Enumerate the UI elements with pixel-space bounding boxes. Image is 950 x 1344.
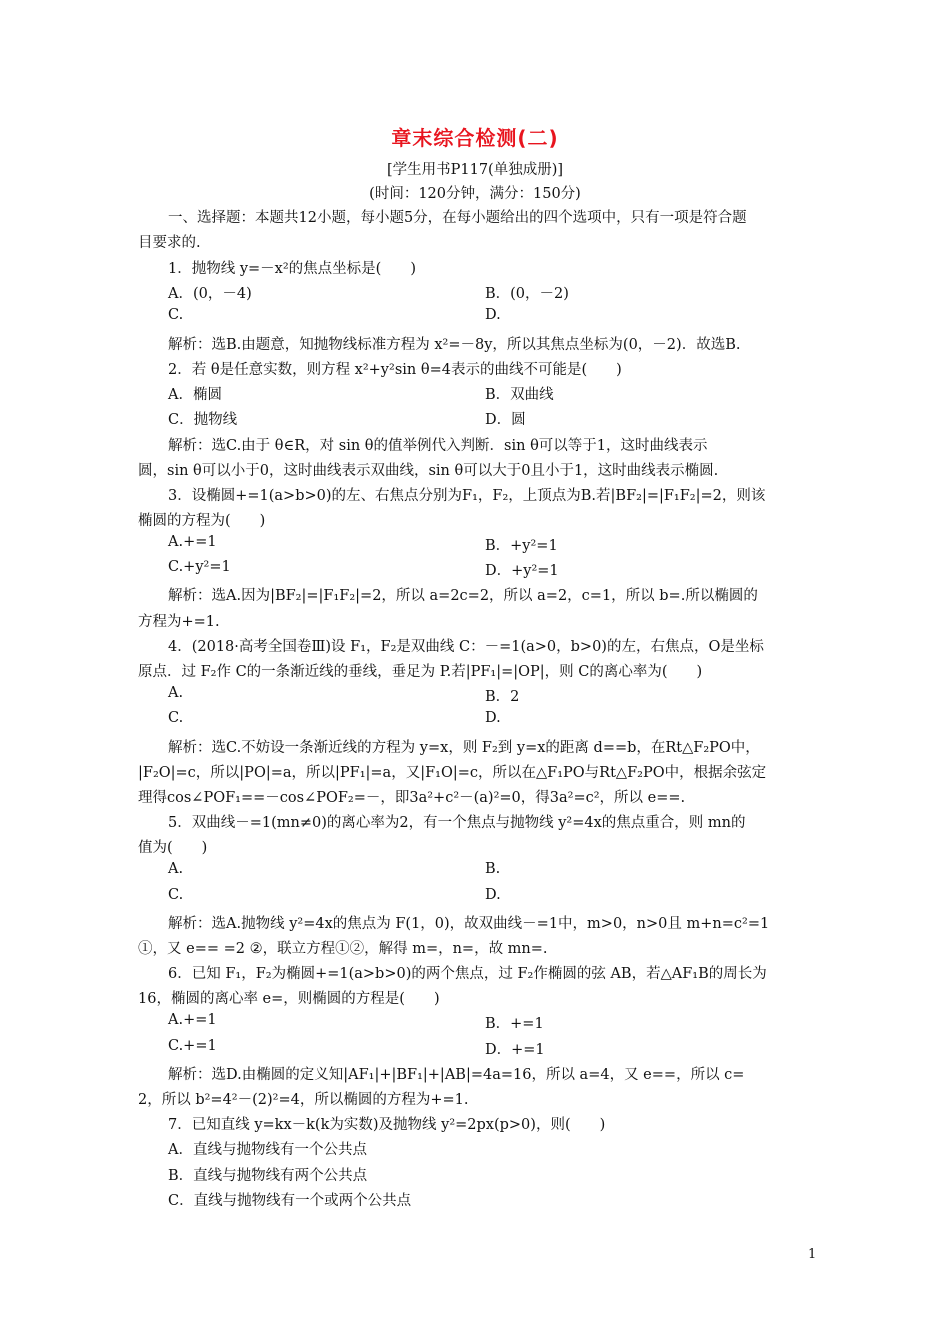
question-3-stem: 3．设椭圆+=1(a>b>0)的左、右焦点分别为F₁，F₂，上顶点为B.若|BF₂|=|F₁F₂|=2，则该: [168, 488, 766, 504]
q6-option-d: D．+=1: [485, 1042, 545, 1058]
q6-option-c: C.+=1: [168, 1038, 217, 1054]
q1-option-d: D.: [485, 307, 501, 323]
q7-option-a: A．直线与抛物线有一个公共点: [168, 1142, 367, 1158]
q3-option-c: C.+y²=1: [168, 559, 231, 575]
q1-analysis: 解析：选B.由题意，知抛物线标准方程为 x²=－8y，所以其焦点坐标为(0，－2)．故选B.: [168, 337, 741, 353]
q4-option-a: A.: [168, 685, 184, 701]
q2-option-a: A．椭圆: [168, 387, 222, 403]
question-6-stem-cont: 16，椭圆的离心率 e=，则椭圆的方程是( ): [138, 991, 440, 1007]
q6-analysis: 解析：选D.由椭圆的定义知|AF₁|+|BF₁|+|AB|=4a=16，所以 a=4，又 e==，所以 c=: [168, 1067, 745, 1083]
q3-option-d: D．+y²=1: [485, 563, 559, 579]
time-note: (时间：120分钟，满分：150分): [369, 186, 581, 202]
q3-analysis-cont: 方程为+=1.: [138, 614, 220, 630]
question-4-stem: 4．(2018·高考全国卷Ⅲ)设 F₁，F₂是双曲线 C：－=1(a>0，b>0)的左，右焦点，O是坐标: [168, 639, 764, 655]
section-intro: 一、选择题：本题共12小题，每小题5分，在每小题给出的四个选项中，只有一项是符合题: [168, 210, 747, 226]
subtitle: [学生用书P117(单独成册)]: [386, 162, 564, 178]
question-1-stem: 1．抛物线 y=－x²的焦点坐标是( ): [168, 261, 416, 277]
q5-option-d: D.: [485, 887, 501, 903]
q5-option-a: A.: [168, 861, 184, 877]
q7-option-b: B．直线与抛物线有两个公共点: [168, 1168, 368, 1184]
q5-option-c: C.: [168, 887, 184, 903]
q4-analysis-cont-2: 理得cos∠POF₁==－cos∠POF₂=－，即3a²+c²－(a)²=0，得3a²=c²，所以 e==.: [138, 790, 686, 806]
q1-option-c: C.: [168, 307, 184, 323]
q2-option-b: B．双曲线: [485, 387, 554, 403]
q5-analysis-cont: ①，又 e== =2 ②，联立方程①②，解得 m=，n=，故 mn=.: [138, 941, 548, 957]
question-5-stem-cont: 值为( ): [138, 840, 208, 856]
q7-option-c: C．直线与抛物线有一个或两个公共点: [168, 1193, 412, 1209]
question-2-stem: 2．若 θ是任意实数，则方程 x²+y²sin θ=4表示的曲线不可能是( ): [168, 362, 622, 378]
q1-option-b: B．(0，－2): [485, 286, 569, 302]
q6-option-b: B．+=1: [485, 1016, 544, 1032]
question-4-stem-cont: 原点．过 F₂作 C的一条渐近线的垂线，垂足为 P.若|PF₁|=|OP|，则 C的离心率为( ): [138, 664, 703, 680]
q2-option-c: C．抛物线: [168, 412, 238, 428]
question-3-stem-cont: 椭圆的方程为( ): [138, 513, 266, 529]
page-title: 章末综合检测(二): [391, 126, 559, 150]
q5-analysis: 解析：选A.抛物线 y²=4x的焦点为 F(1，0)，故双曲线－=1中，m>0，n>0且 m+n=c²=1: [168, 916, 770, 932]
q5-option-b: B.: [485, 861, 501, 877]
q2-analysis: 解析：选C.由于 θ∈R，对 sin θ的值举例代入判断．sin θ可以等于1，这时曲线表示: [168, 438, 708, 454]
question-5-stem: 5．双曲线－=1(mn≠0)的离心率为2，有一个焦点与抛物线 y²=4x的焦点重合，则 mn的: [168, 815, 746, 831]
question-6-stem: 6．已知 F₁，F₂为椭圆+=1(a>b>0)的两个焦点，过 F₂作椭圆的弦 AB，若△AF₁B的周长为: [168, 966, 767, 982]
q4-option-d: D.: [485, 710, 501, 726]
q4-option-c: C.: [168, 710, 184, 726]
q4-analysis: 解析：选C.不妨设一条渐近线的方程为 y=x，则 F₂到 y=x的距离 d==b，在Rt△F₂PO中，: [168, 740, 760, 756]
q6-option-a: A.+=1: [168, 1012, 217, 1028]
section-intro-cont: 目要求的.: [138, 235, 201, 251]
q2-option-d: D．圆: [485, 412, 526, 428]
q1-option-a: A．(0，－4): [168, 286, 252, 302]
q4-analysis-cont: |F₂O|=c，所以|PO|=a，所以|PF₁|=a，又|F₁O|=c，所以在△F₁PO与Rt△F₂PO中，根据余弦定: [138, 765, 767, 781]
q6-analysis-cont: 2，所以 b²=4²－(2)²=4，所以椭圆的方程为+=1.: [138, 1092, 469, 1108]
q2-analysis-cont: 圆，sin θ可以小于0，这时曲线表示双曲线，sin θ可以大于0且小于1，这时曲线表示椭圆.: [138, 463, 719, 479]
page-number: 1: [808, 1247, 817, 1262]
q3-analysis: 解析：选A.因为|BF₂|=|F₁F₂|=2，所以 a=2c=2，所以 a=2，c=1，所以 b=.所以椭圆的: [168, 588, 758, 604]
q4-option-b: B．2: [485, 689, 520, 705]
q3-option-a: A.+=1: [168, 534, 217, 550]
q3-option-b: B．+y²=1: [485, 538, 558, 554]
question-7-stem: 7．已知直线 y=kx－k(k为实数)及抛物线 y²=2px(p>0)，则( ): [168, 1117, 606, 1133]
